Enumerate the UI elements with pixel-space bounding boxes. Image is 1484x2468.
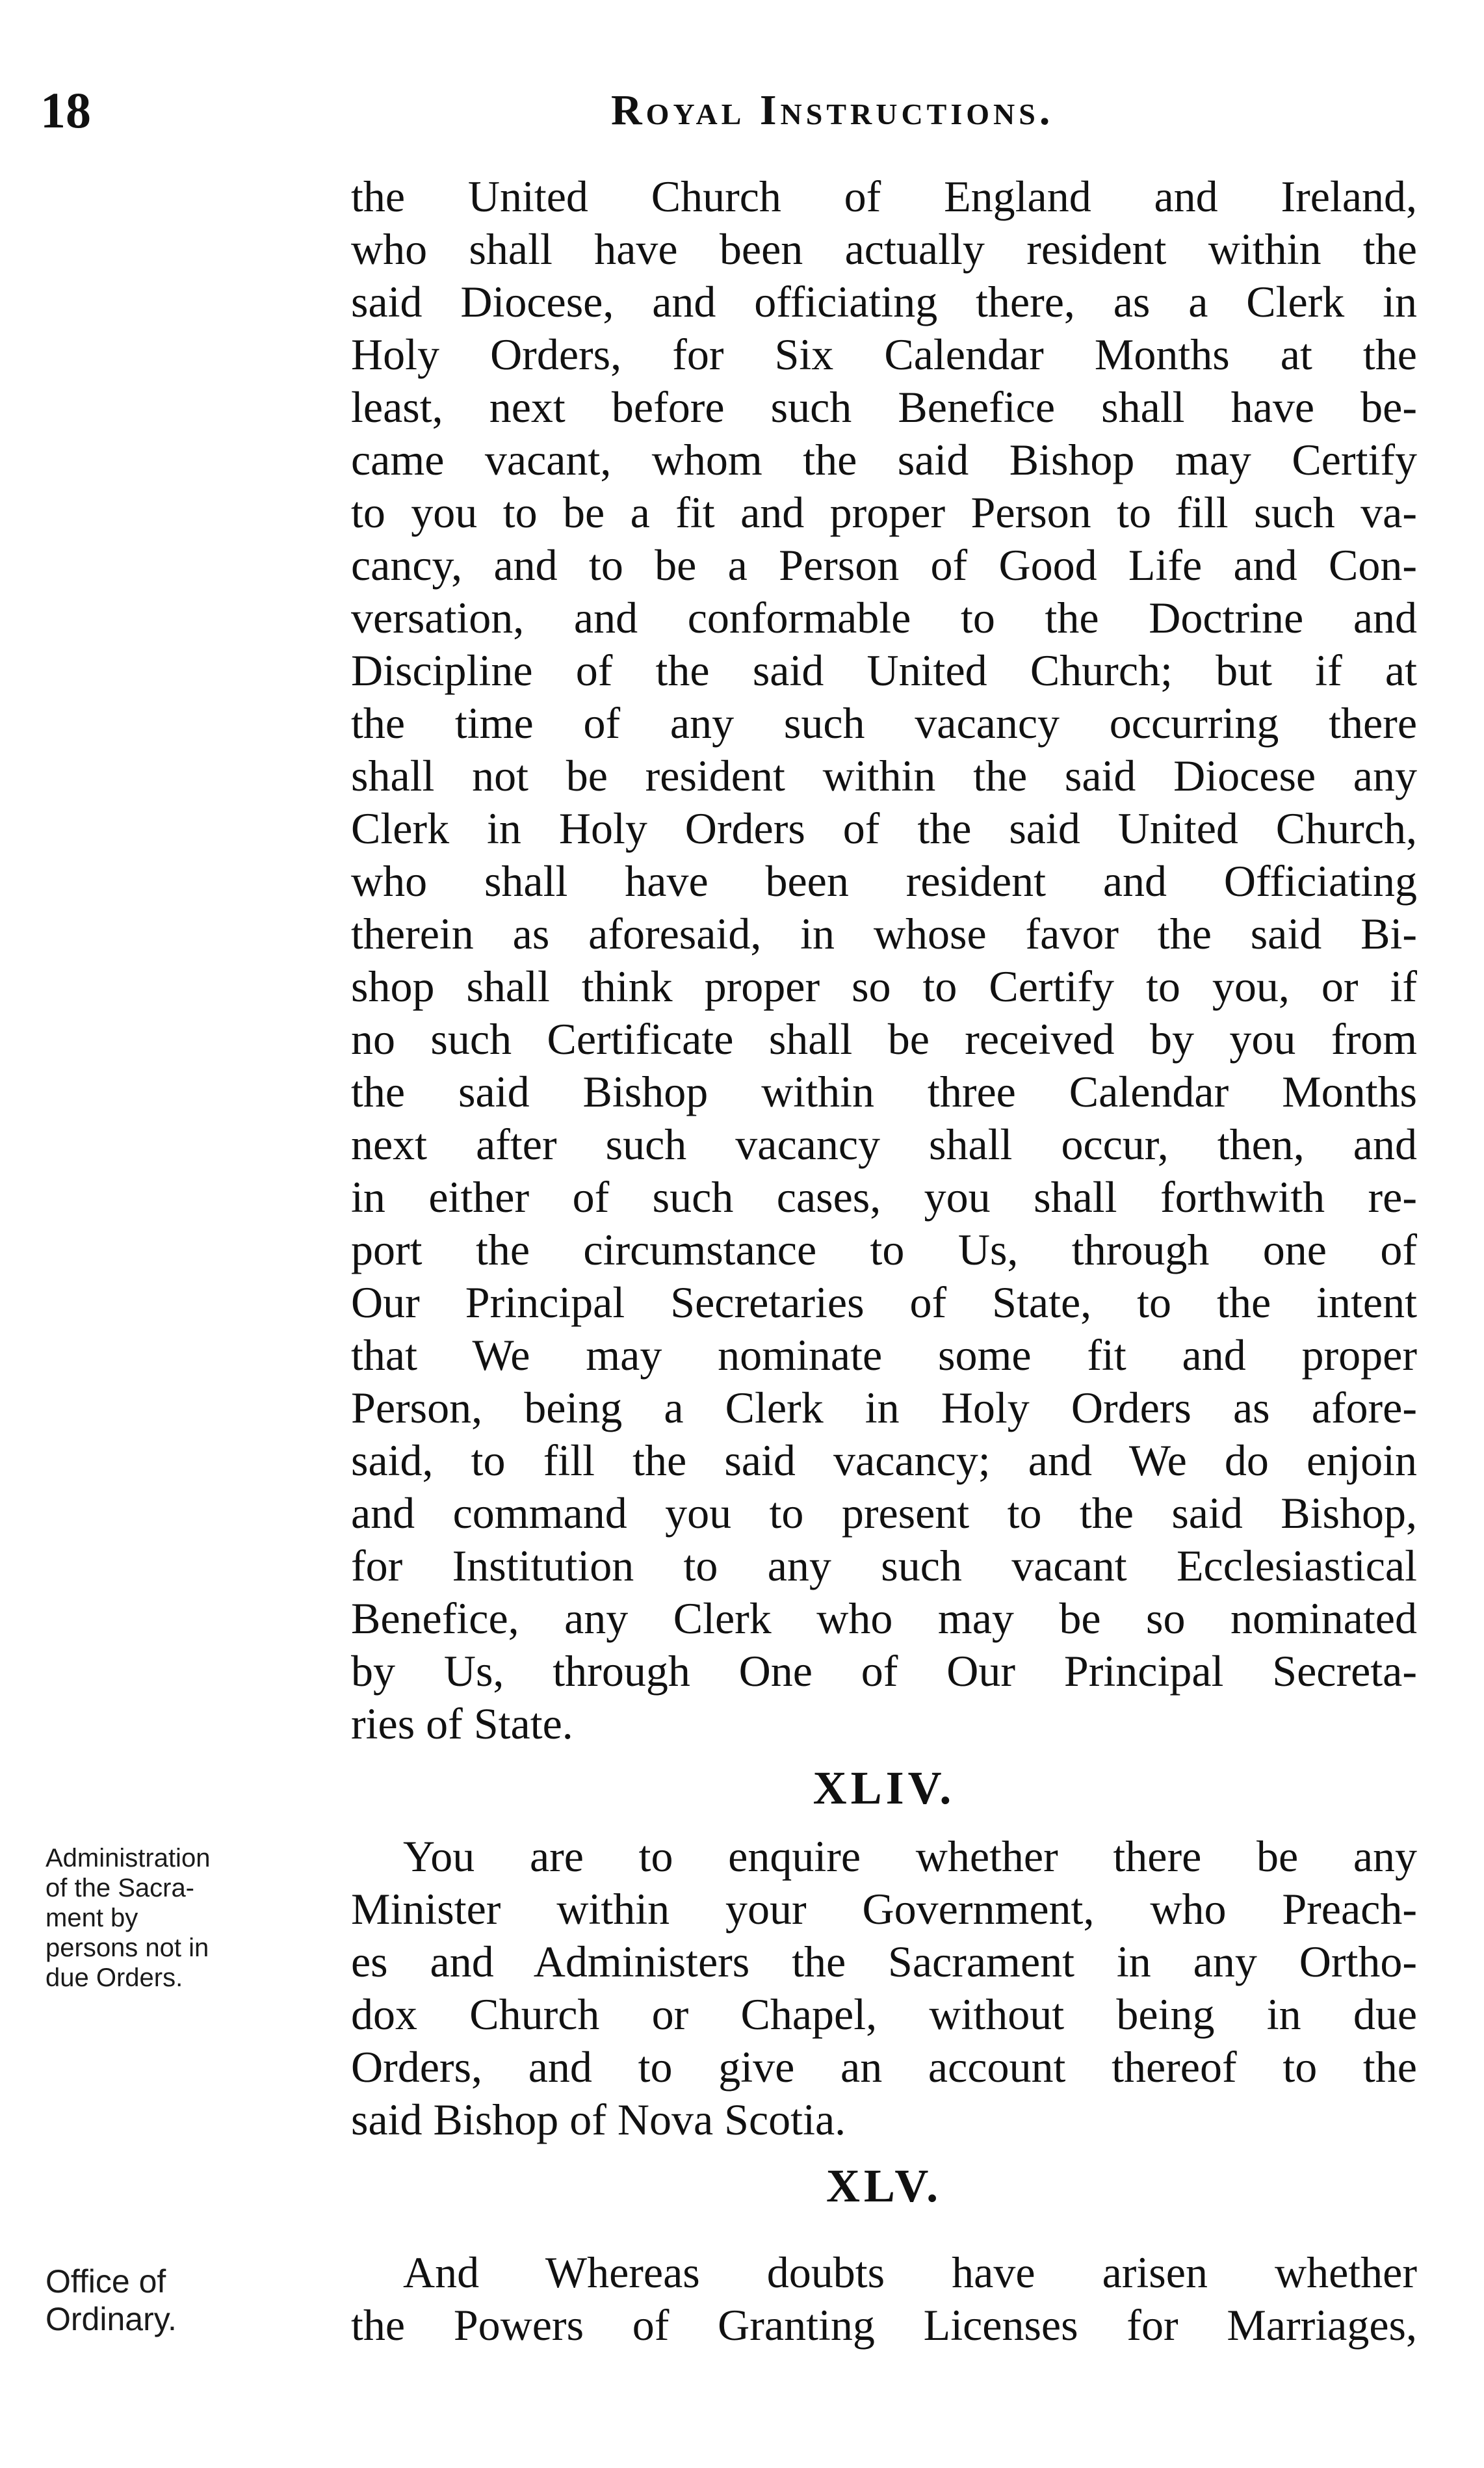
text-line: es and Administers the Sacrament in any Ortho- [351,1937,1417,1986]
text-line: Minister within your Government, who Preach- [351,1884,1417,1934]
section-xlv-paragraph [351,2246,1417,2352]
text-line: Holy Orders, for Six Calendar Months at the [351,330,1417,379]
text-line: Discipline of the said United Church; but if at [351,646,1417,695]
text-line: next after such vacancy shall occur, then, and [351,1120,1417,1169]
margin-note-line: persons not in [46,1934,209,1962]
text-line: the said Bishop within three Calendar Months [351,1067,1417,1116]
text-line: Person, being a Clerk in Holy Orders as afore- [351,1383,1417,1432]
text-line: You are to enquire whether there be any [403,1831,1417,1881]
text-line: therein as aforesaid, in whose favor the said Bi- [351,909,1417,958]
text-line: who shall have been resident and Officiating [351,856,1417,906]
text-line: Our Principal Secretaries of State, to the intent [351,1278,1417,1327]
text-line: cancy, and to be a Person of Good Life and Con- [351,540,1417,590]
text-line: shall not be resident within the said Diocese any [351,751,1417,800]
text-line: port the circumstance to Us, through one of [351,1225,1417,1274]
text-line: least, next before such Benefice shall have be- [351,382,1417,432]
text-line: the time of any such vacancy occurring there [351,698,1417,748]
text-line: came vacant, whom the said Bishop may Certify [351,435,1417,484]
text-line: the Powers of Granting Licenses for Marriages, [351,2300,1417,2350]
text-line: said Bishop of Nova Scotia. [351,2095,846,2144]
text-line: to you to be a fit and proper Person to fill such va- [351,488,1417,537]
text-line: dox Church or Chapel, without being in due [351,1989,1417,2039]
text-line: Clerk in Holy Orders of the said United Church, [351,804,1417,853]
text-line: ries of State. [351,1699,573,1748]
margin-note-line: of the Sacra- [46,1874,195,1902]
running-title: Royal Instructions. [611,86,1054,134]
text-line: And Whereas doubts have arisen whether [403,2248,1417,2297]
margin-note-line: ment by [46,1904,138,1932]
margin-note-office-of-ordinary [46,2263,319,2338]
margin-note-line: Administration [46,1844,211,1872]
text-line: said, to fill the said vacancy; and We do enjoin [351,1436,1417,1485]
text-line: shop shall think proper so to Certify to you, or if [351,962,1417,1011]
text-line: by Us, through One of Our Principal Secreta- [351,1646,1417,1696]
text-line: said Diocese, and officiating there, as a Clerk in [351,277,1417,326]
page-number: 18 [40,82,91,138]
margin-note-line: due Orders. [46,1963,183,1992]
margin-note-administration [46,1843,319,1993]
margin-note-line: Office of [46,2263,166,2300]
text-line: no such Certificate shall be received by you from [351,1014,1417,1064]
continued-paragraph [351,170,1417,1750]
section-xliv-paragraph [351,1830,1417,2146]
text-line: in either of such cases, you shall forthwith re- [351,1172,1417,1222]
text-line: and command you to present to the said Bishop, [351,1488,1417,1538]
text-line: who shall have been actually resident within the [351,224,1417,274]
text-line: the United Church of England and Ireland, [351,172,1417,221]
section-heading-xlv: XLV. [826,2160,943,2212]
text-line: Orders, and to give an account thereof to the [351,2042,1417,2092]
section-heading-xliv: XLIV. [813,1762,956,1814]
margin-note-line: Ordinary. [46,2301,177,2337]
text-line: that We may nominate some fit and proper [351,1330,1417,1380]
text-line: Benefice, any Clerk who may be so nominated [351,1594,1417,1643]
text-line: for Institution to any such vacant Ecclesiastical [351,1541,1417,1590]
text-line: versation, and conformable to the Doctrine and [351,593,1417,642]
running-head [0,72,1484,150]
